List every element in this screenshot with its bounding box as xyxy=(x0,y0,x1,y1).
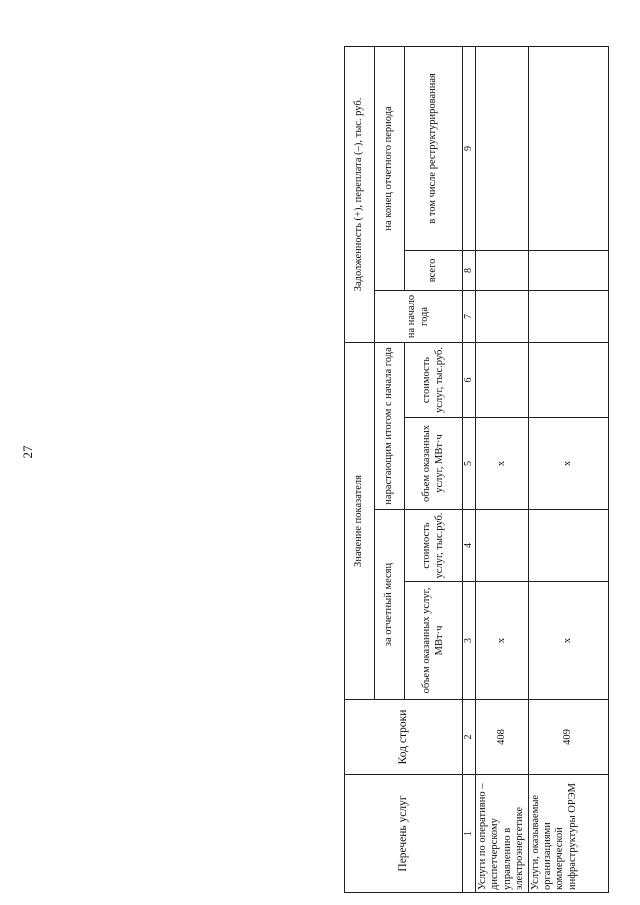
header-cumulative: нарастающим итогом с начала года xyxy=(375,342,405,509)
table-row xyxy=(476,46,529,892)
cell-volume-cumulative: х xyxy=(528,418,608,510)
cell-cost-cumulative xyxy=(476,342,529,417)
header-services-list: Перечень услуг xyxy=(345,775,463,893)
rotated-table-wrapper xyxy=(344,47,600,893)
cell-restructured xyxy=(476,46,529,250)
cell-volume-month: х xyxy=(528,582,608,700)
column-number: 2 xyxy=(463,700,476,775)
cell-cost-cumulative xyxy=(528,342,608,417)
cell-volume-cumulative: х xyxy=(476,418,529,510)
column-number: 1 xyxy=(463,775,476,893)
row-code: 408 xyxy=(476,700,529,775)
cell-restructured xyxy=(528,46,608,250)
header-volume-cumulative: объем оказанных услуг, МВт·ч xyxy=(405,418,463,510)
column-number: 8 xyxy=(463,250,476,290)
service-name: Услуги, оказываемые организациями коммерческой инфраструктуры ОРЭМ xyxy=(528,775,608,893)
cell-start-of-year xyxy=(528,290,608,342)
header-debt: Задолженность (+), переплата (–), тыс. руб. xyxy=(345,46,375,342)
cell-cost-month xyxy=(528,510,608,582)
cell-volume-month: х xyxy=(476,582,529,700)
column-number: 9 xyxy=(463,46,476,250)
header-cost-month: стоимость услуг, тыс.руб. xyxy=(405,510,463,582)
header-start-of-year: на начало года xyxy=(375,290,463,342)
header-end-of-period: на конец отчетного периода xyxy=(375,46,405,290)
header-cost-cumulative: стоимость услуг, тыс.руб. xyxy=(405,342,463,417)
cell-total xyxy=(528,250,608,290)
column-number: 4 xyxy=(463,510,476,582)
cell-start-of-year xyxy=(476,290,529,342)
cell-cost-month xyxy=(476,510,529,582)
service-name: Услуги по оперативно – диспетчерскому управлению в электроэнергетике xyxy=(476,775,529,893)
header-row-code: Код строки xyxy=(345,700,463,775)
header-restructured: в том числе реструктурированная xyxy=(405,46,463,250)
cell-total xyxy=(476,250,529,290)
column-number: 3 xyxy=(463,582,476,700)
header-indicator-value: Значение показателя xyxy=(345,342,375,699)
table-row xyxy=(528,46,608,892)
services-table xyxy=(344,46,609,893)
column-number: 5 xyxy=(463,418,476,510)
page-number: 27 xyxy=(20,445,35,459)
column-number: 6 xyxy=(463,342,476,417)
header-volume-month: объем оказанных услуг, МВт·ч xyxy=(405,582,463,700)
row-code: 409 xyxy=(528,700,608,775)
header-reporting-month: за отчетный месяц xyxy=(375,510,405,700)
column-number: 7 xyxy=(463,290,476,342)
header-total: всего xyxy=(405,250,463,290)
